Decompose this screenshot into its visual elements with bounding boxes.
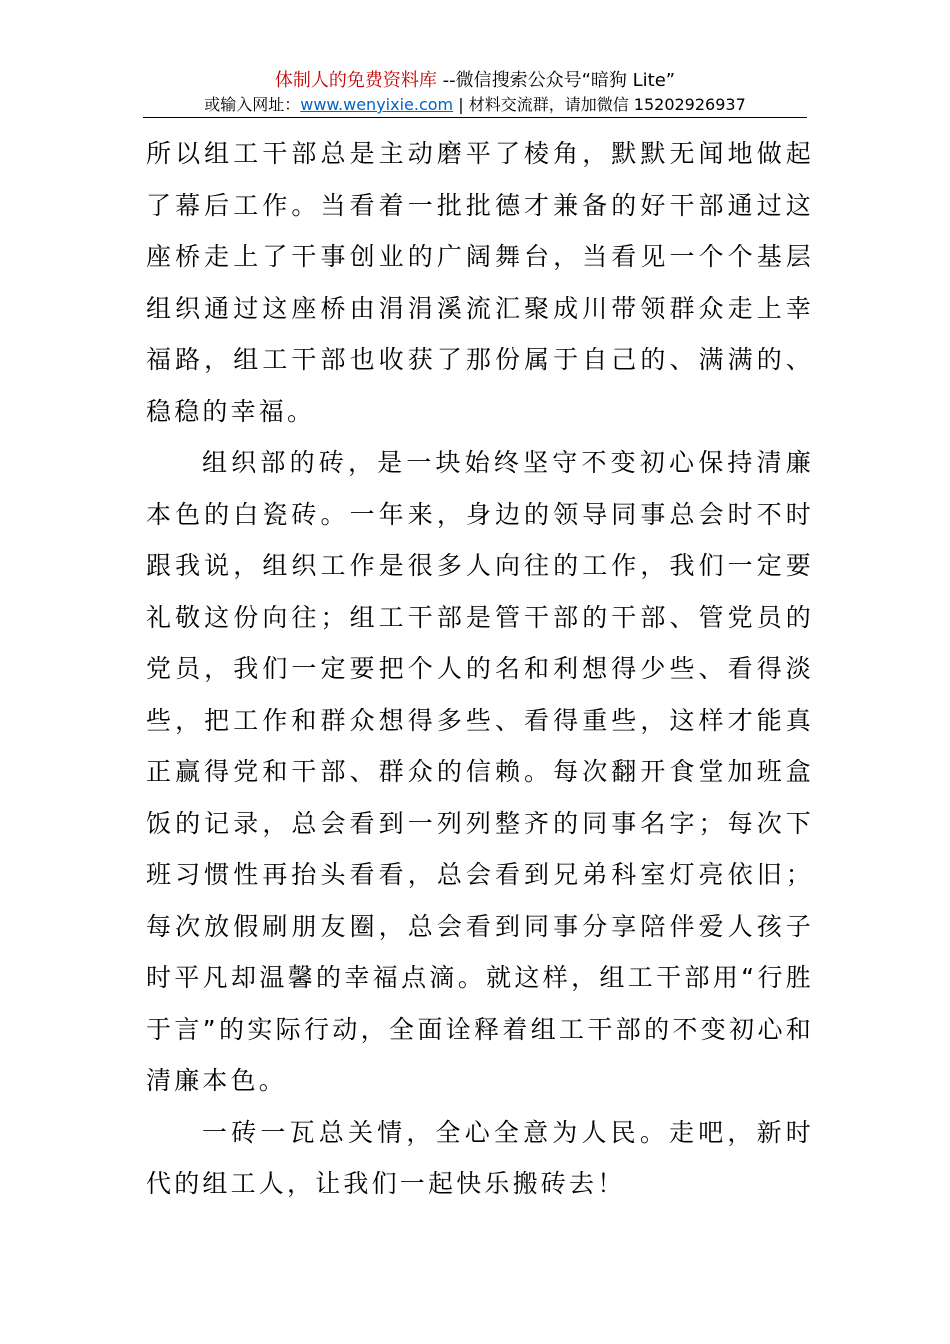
- header-separator: |: [453, 95, 469, 114]
- header-divider: [143, 117, 807, 118]
- page-header: [0, 70, 950, 116]
- header-title-line: [0, 70, 950, 92]
- paragraph: 所以组工干部总是主动磨平了棱角，默默无闻地做起了幕后工作。当看着一批批德才兼备的好干部通过这座桥走上了干事创业的广阔舞台，当看见一个个基层组织通过这座桥由涓涓溪流汇聚成川带领群众走上幸福路，组工干部也收获了那份属于自己的、满满的、稳稳的幸福。: [146, 139, 814, 426]
- website-link[interactable]: www.wenyixie.com: [300, 95, 454, 114]
- paragraph: 组织部的砖，是一块始终坚守不变初心保持清廉本色的白瓷砖。一年来，身边的领导同事总会时不时跟我说，组织工作是很多人向往的工作，我们一定要礼敬这份向往；组工干部是管干部的干部、管党员的党员，我们一定要把个人的名和利想得少些、看得淡些，把工作和群众想得多些、看得重些，这样才能真正赢得党和干部、群众的信赖。每次翻开食堂加班盒饭的记录，总会看到一列列整齐的同事名字；每次下班习惯性再抬头看看，总会看到兄弟科室灯亮依旧；每次放假刷朋友圈，总会看到同事分享陪伴爱人孩子时平凡却温馨的幸福点滴。就这样，组工干部用“行胜于言”的实际行动，全面诠释着组工干部的不变初心和清廉本色。: [146, 448, 814, 1095]
- document-body: [146, 128, 814, 1210]
- paragraph: 一砖一瓦总关情，全心全意为人民。走吧，新时代的组工人，让我们一起快乐搬砖去！: [146, 1117, 814, 1198]
- url-prefix: 或输入网址：: [204, 95, 301, 114]
- header-contact-line: [0, 94, 950, 116]
- contact-note: 材料交流群，请加微信 15202926937: [468, 95, 746, 114]
- wechat-note: --微信搜索公众号“暗狗 Lite”: [436, 70, 676, 91]
- brand-title: 体制人的免费资料库: [274, 70, 437, 91]
